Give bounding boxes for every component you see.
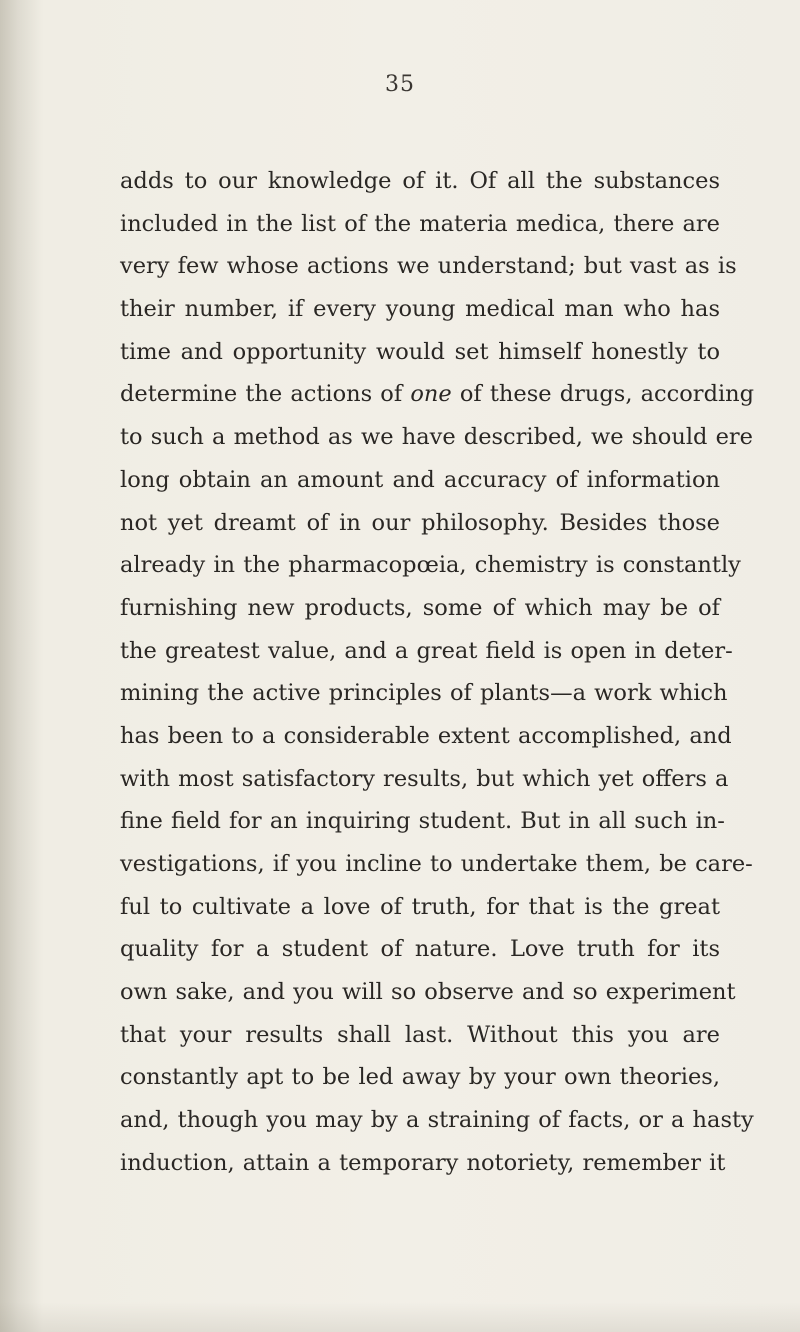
- text-line: to such a method as we have described, we should ere: [120, 424, 753, 451]
- text-line: vestigations, if you incline to undertake them, be care-: [120, 851, 753, 877]
- gutter-shadow: [0, 0, 42, 1332]
- text-line: constantly apt to be led away by your own theories,: [120, 1064, 720, 1091]
- text-line: has been to a considerable extent accomplished, and: [120, 722, 732, 749]
- text-line: adds to our knowledge of it. Of all the substances: [120, 168, 720, 194]
- text-line: the greatest value, and a great field is open in deter-: [120, 637, 733, 664]
- text-line: and, though you may by a straining of facts, or a hasty: [120, 1107, 754, 1134]
- bottom-shadow: [0, 1302, 800, 1332]
- text-line: mining the active principles of plants—a work which: [120, 680, 728, 707]
- text-line-with-italic: [120, 373, 755, 416]
- text-line: long obtain an amount and accuracy of information: [120, 466, 720, 493]
- text-line: not yet dreamt of in our philosophy. Besides those: [120, 509, 720, 536]
- text-fragment: of these drugs, according: [451, 381, 755, 408]
- text-fragment: determine the actions of: [120, 381, 411, 408]
- text-line: own sake, and you will so observe and so experiment: [120, 979, 736, 1006]
- text-line: ful to cultivate a love of truth, for that is the great: [120, 893, 720, 920]
- text-line: furnishing new products, some of which may be of: [120, 594, 720, 621]
- text-line: included in the list of the materia medica, there are: [120, 210, 720, 237]
- text-line: induction, attain a temporary notoriety, remember it: [120, 1149, 726, 1176]
- page-number: 35: [385, 72, 415, 97]
- text-line: already in the pharmacopœia, chemistry is constantly: [120, 552, 741, 579]
- text-line: quality for a student of nature. Love truth for its: [120, 936, 720, 963]
- italic-word: one: [410, 381, 452, 408]
- text-line: fine field for an inquiring student. But in all such in-: [120, 808, 725, 835]
- body-text: [120, 160, 755, 1185]
- text-line: their number, if every young medical man who has: [120, 296, 720, 323]
- text-line: very few whose actions we understand; but vast as is: [120, 253, 737, 280]
- text-line: that your results shall last. Without this you are: [120, 1021, 720, 1048]
- text-line: with most satisfactory results, but which yet offers a: [120, 765, 729, 792]
- text-line: time and opportunity would set himself honestly to: [120, 338, 720, 365]
